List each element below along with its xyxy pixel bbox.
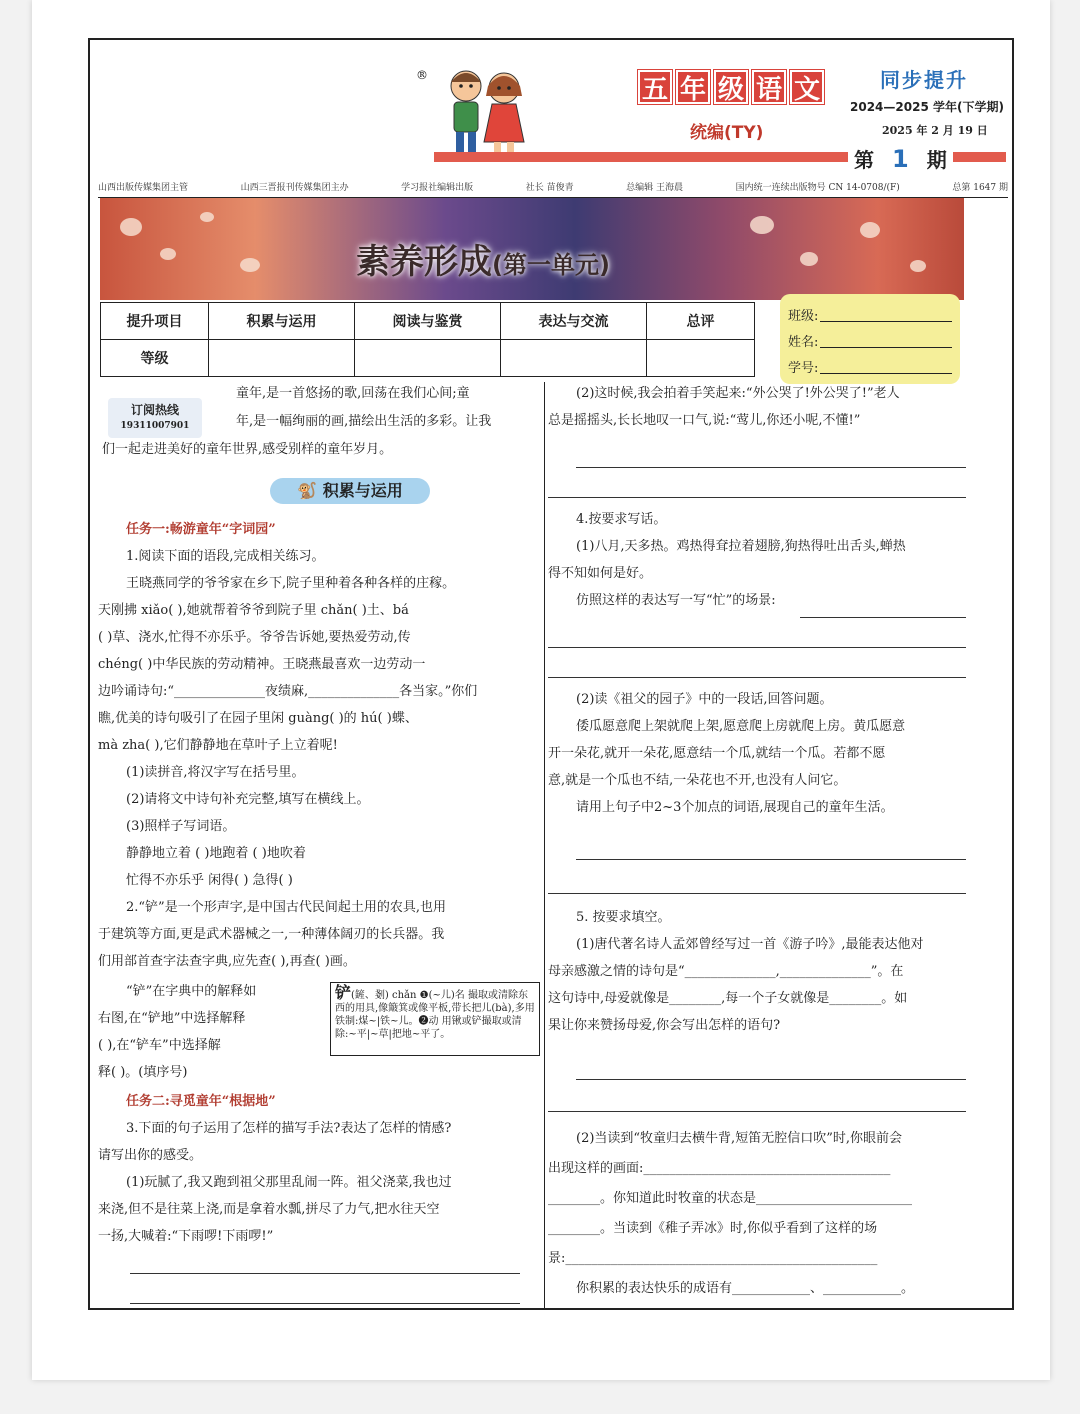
answer-line[interactable] — [576, 1056, 966, 1080]
name-label: 姓名: — [788, 335, 819, 350]
passage-line: 天刚拂 xiǎo( ),她就帮着爷爷到院子里 chǎn( )土、bá — [98, 603, 409, 618]
sub-question: (2)请将文中诗句补充完整,填写在横线上。 — [126, 792, 370, 807]
passage-line: 出现这样的画面:______________________________________ — [548, 1161, 891, 1176]
answer-line[interactable] — [548, 624, 966, 648]
dict-headword: 铲 — [335, 983, 352, 1002]
school-year: 2024—2025 学年(下学期) — [850, 100, 1004, 114]
publisher-row — [98, 180, 1008, 198]
right-q5-2 — [548, 1124, 988, 1304]
answer-line[interactable] — [548, 474, 966, 498]
passage-line: 2.“铲”是一个形声字,是中国古代民间起土用的农具,也用 — [126, 900, 446, 915]
table-header: 阅读与鉴赏 — [355, 303, 501, 340]
class-label: 班级: — [788, 309, 819, 324]
answer-line[interactable] — [548, 1088, 966, 1112]
dictionary-entry — [330, 982, 540, 1056]
children-illustration-icon — [434, 62, 534, 166]
question-stem: 请写出你的感受。 — [98, 1148, 203, 1163]
answer-line[interactable] — [548, 654, 966, 678]
issue-suffix: 期 — [926, 148, 947, 172]
passage-line: 来浇,但不是往菜上浇,而是拿着水瓢,拼尽了力气,把水往天空 — [98, 1202, 440, 1217]
hotline-label: 订阅热线 — [130, 403, 179, 417]
passage-line: “铲”在字典中的解释如 — [126, 984, 257, 999]
passage-line: 总是摇摇头,长长地叹一口气,说:“莺儿,你还小呢,不懂!” — [548, 413, 861, 428]
dict-definition: chǎn ❶(~儿)名 撮取或清除东西的用具,像簸箕或像平板,带长把儿(bà),多用铁制:煤~|铁~儿。❷动 用锹或铲撮取或清除:~平|~草|把地~平了。 — [335, 990, 535, 1040]
passage-line: 右图,在“铲地”中选择解释 — [98, 1011, 246, 1026]
publisher-item: 学习报社编辑出版 — [401, 183, 474, 193]
publisher-item: 总第 1647 期 — [952, 183, 1008, 193]
publisher-item: 国内统一连续出版物号 CN 14-0708/(F) — [735, 183, 900, 193]
edition-label: 统编(TY) — [690, 123, 764, 143]
publisher-item: 山西出版传媒集团主管 — [98, 183, 189, 193]
dict-variant: (鏟、剗) — [351, 990, 389, 1001]
passage-line: 们用部首查字法查字典,应先查( ),再查( )画。 — [98, 954, 356, 969]
intro-line: 年,是一幅绚丽的画,描绘出生活的多彩。让我 — [236, 414, 492, 429]
table-header: 总评 — [647, 303, 755, 340]
passage-line: (2)当读到“牧童归去横牛背,短笛无腔信口吹”时,你眼前会 — [576, 1131, 902, 1146]
table-header: 积累与运用 — [209, 303, 355, 340]
newspaper-sheet — [32, 0, 1050, 1380]
answer-line[interactable] — [800, 594, 966, 618]
passage-line: 一扬,大喊着:“下雨啰!下雨啰!” — [98, 1229, 274, 1244]
class-field[interactable] — [820, 304, 952, 322]
name-field[interactable] — [820, 330, 952, 348]
subject-char: 年 — [676, 70, 710, 104]
id-label: 学号: — [788, 361, 819, 376]
answer-line[interactable] — [576, 836, 966, 860]
passage-line: 你积累的表达快乐的成语有____________、____________。 — [576, 1281, 915, 1296]
table-header: 提升项目 — [101, 303, 209, 340]
page-frame — [88, 38, 1014, 1310]
answer-line[interactable] — [548, 870, 966, 894]
question-stem: 4.按要求写话。 — [576, 512, 667, 527]
passage-line: (1)八月,天多热。鸡热得耷拉着翅膀,狗热得吐出舌头,蝉热 — [576, 539, 906, 554]
dict-question — [98, 978, 328, 1086]
subject-char: 文 — [790, 70, 824, 104]
sub-question: (3)照样子写词语。 — [126, 819, 236, 834]
publisher-item: 总编辑 王海晨 — [626, 183, 684, 193]
score-table — [100, 302, 755, 377]
passage-line: 果让你来赞扬母爱,你会写出怎样的语句? — [548, 1018, 781, 1033]
answer-line[interactable] — [130, 1250, 520, 1274]
passage-line: (1)玩腻了,我又跑到祖父那里乱闹一阵。祖父浇菜,我也过 — [126, 1175, 452, 1190]
subject-char: 五 — [638, 70, 672, 104]
section-title: 积累与运用 — [322, 481, 403, 500]
publisher-item: 社长 苗俊青 — [525, 183, 574, 193]
publisher-item: 山西三晋报刊传媒集团主办 — [240, 183, 349, 193]
passage-line: chéng( )中华民族的劳动精神。王晓燕最喜欢一边劳动一 — [98, 657, 426, 672]
passage-line: 于建筑等方面,更是武术器械之一,一种薄体阔刃的长兵器。我 — [98, 927, 445, 942]
unit-banner — [100, 198, 964, 300]
grade-cell[interactable] — [355, 340, 501, 377]
subject-char: 级 — [714, 70, 748, 104]
question-stem: 3.下面的句子运用了怎样的描写手法?表达了怎样的情感? — [126, 1121, 452, 1136]
subject-char: 语 — [752, 70, 786, 104]
student-info-card — [780, 294, 960, 384]
passage-line: 释( )。(填序号) — [98, 1065, 188, 1080]
left-questions — [126, 516, 546, 570]
question-stem: 1.阅读下面的语段,完成相关练习。 — [126, 549, 325, 564]
answer-line[interactable] — [576, 444, 966, 468]
issue-date: 2025 年 2 月 19 日 — [882, 124, 988, 137]
table-header: 表达与交流 — [501, 303, 647, 340]
task-title: 任务一:畅游童年“字词园” — [126, 522, 276, 537]
question-task: 仿照这样的表达写一写“忙”的场景: — [576, 593, 776, 608]
banner-title-text: 素养形成 — [356, 242, 492, 282]
passage-line: ________。当读到《稚子弄冰》时,你似乎看到了这样的场 — [548, 1221, 878, 1236]
passage-line: 得不知如何是好。 — [548, 566, 653, 581]
passage-line: 倭瓜愿意爬上架就爬上架,愿意爬上房就爬上房。黄瓜愿意 — [576, 719, 906, 734]
right-q4-2 — [548, 686, 988, 821]
passage-line: 景:________________________________________________ — [548, 1251, 878, 1266]
table-row — [101, 340, 755, 377]
right-q3-2 — [548, 380, 988, 434]
passage-line: 这句诗中,母爱就像是________,每一个子女就像是________。如 — [548, 991, 908, 1006]
grade-cell[interactable] — [501, 340, 647, 377]
right-q5 — [548, 904, 988, 1039]
passage-line: 开一朵花,就开一朵花,愿意结一个瓜,就结一个瓜。若都不愿 — [548, 746, 886, 761]
question-task: 请用上句子中2~3个加点的词语,展现自己的童年生活。 — [576, 800, 894, 815]
banner-subtitle: (第一单元) — [492, 251, 610, 279]
passage-line: 意,就是一个瓜也不结,一朵花也不开,也没有人问它。 — [548, 773, 847, 788]
section-badge — [270, 478, 430, 504]
passage-line: ( )草、浇水,忙得不亦乐乎。爷爷告诉她,要热爱劳动,传 — [98, 630, 411, 645]
sub-question: (2)读《祖父的园子》中的一段话,回答问题。 — [576, 692, 833, 707]
passage-line: 边吟诵诗句:“______________夜绩麻,______________各当家。”你们 — [98, 684, 478, 699]
question-stem: 5. 按要求填空。 — [576, 910, 671, 925]
registered-mark: ® — [416, 68, 428, 82]
brand-title: 同步提升 — [880, 68, 968, 92]
task-title: 任务二:寻觅童年“根据地” — [126, 1094, 276, 1109]
table-row — [101, 303, 755, 340]
intro-line: 们一起走进美好的童年世界,感受别样的童年岁月。 — [102, 442, 393, 457]
sub-question: (1)读拼音,将汉字写在括号里。 — [126, 765, 305, 780]
passage-line: ________。你知道此时牧童的状态是________________________ — [548, 1191, 913, 1206]
banner-title — [356, 234, 610, 283]
hotline-badge — [108, 398, 202, 438]
grade-cell[interactable] — [647, 340, 755, 377]
word-exercise: 静静地立着 ( )地跑着 ( )地吹着 — [126, 846, 306, 861]
issue-num: 1 — [892, 144, 909, 173]
monkey-icon: 🐒 — [297, 481, 323, 500]
issue-number — [848, 144, 953, 173]
answer-line[interactable] — [130, 1280, 520, 1304]
task-2 — [98, 1088, 538, 1250]
passage-line: mà zha( ),它们静静地在草叶子上立着呢! — [98, 738, 338, 753]
passage-line: (1)唐代著名诗人孟郊曾经写过一首《游子吟》,最能表达他对 — [576, 937, 924, 952]
hotline-number: 19311007901 — [120, 421, 190, 431]
passage-line: 母亲感激之情的诗句是“______________,______________”。在 — [548, 964, 904, 979]
word-exercise: 忙得不亦乐乎 闲得( ) 急得( ) — [126, 873, 293, 888]
passage-1 — [98, 570, 538, 975]
passage-line: (2)这时候,我会拍着手笑起来:“外公哭了!外公哭了!”老人 — [576, 386, 900, 401]
id-field[interactable] — [820, 356, 952, 374]
grade-cell[interactable] — [209, 340, 355, 377]
passage-line: ( ),在“铲车”中选择解 — [98, 1038, 221, 1053]
intro-line: 童年,是一首悠扬的歌,回荡在我们心间;童 — [236, 386, 470, 401]
issue-prefix: 第 — [854, 148, 874, 172]
subject-title — [638, 70, 824, 104]
passage-line: 瞧,优美的诗句吸引了在园子里闲 guàng( )的 hú( )蝶、 — [98, 711, 418, 726]
passage-line: 王晓燕同学的爷爷家在乡下,院子里种着各种各样的庄稼。 — [126, 576, 456, 591]
row-label: 等级 — [101, 340, 209, 377]
